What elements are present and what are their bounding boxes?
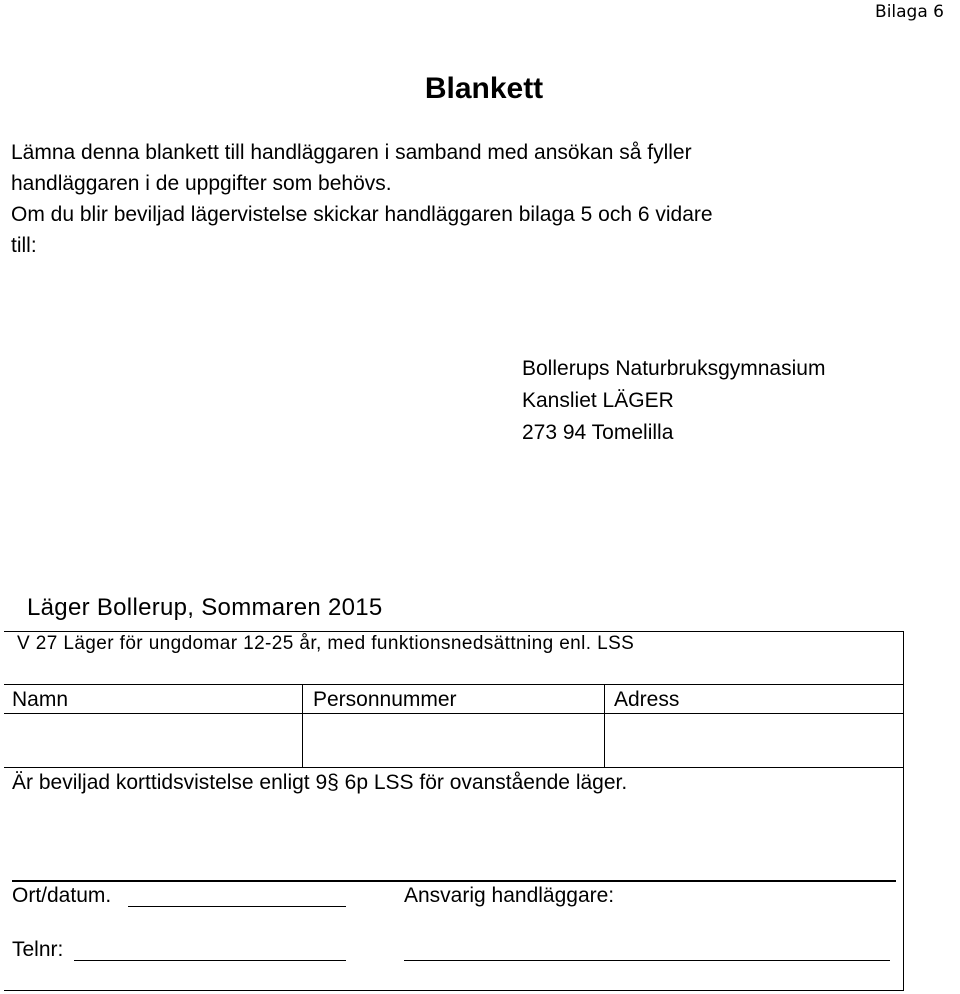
intro-line-2: handläggaren i de uppgifter som behövs. [11, 172, 392, 195]
phone-line[interactable] [74, 960, 346, 961]
address-line-1: Bollerups Naturbruksgymnasium [522, 357, 826, 380]
signature-separator [12, 880, 896, 882]
table-divider [4, 684, 904, 685]
table-divider [4, 767, 904, 768]
decision-statement: Är beviljad korttidsvistelse enligt 9§ 6p LSS för ovanstående läger. [12, 771, 628, 794]
phone-label: Telnr: [12, 938, 64, 961]
place-date-label: Ort/datum. [12, 884, 112, 907]
camp-heading: Läger Bollerup, Sommaren 2015 [27, 594, 383, 621]
place-date-line[interactable] [128, 906, 346, 907]
address-line-3: 273 94 Tomelilla [522, 421, 674, 444]
handler-label: Ansvarig handläggare: [404, 884, 615, 907]
intro-line-1: Lämna denna blankett till handläggaren i samband med ansökan så fyller [11, 141, 692, 164]
camp-week-line: V 27 Läger för ungdomar 12-25 år, med funktionsnedsättning enl. LSS [17, 633, 635, 654]
application-form [4, 631, 904, 991]
column-header-address: Adress [614, 688, 680, 711]
recipient-address [522, 353, 825, 449]
intro-line-4: till: [11, 234, 37, 257]
column-header-name: Namn [12, 688, 69, 711]
page-title: Blankett [424, 72, 544, 105]
column-header-personal-number: Personnummer [313, 688, 457, 711]
table-divider [4, 713, 904, 714]
table-column-divider [604, 684, 605, 768]
handler-signature-line[interactable] [404, 960, 890, 961]
attachment-label: Bilaga 6 [875, 2, 944, 22]
intro-paragraph [11, 137, 931, 261]
address-line-2: Kansliet LÄGER [522, 389, 674, 412]
intro-line-3: Om du blir beviljad lägervistelse skickar handläggaren bilaga 5 och 6 vidare [11, 203, 713, 226]
table-column-divider [302, 684, 303, 768]
